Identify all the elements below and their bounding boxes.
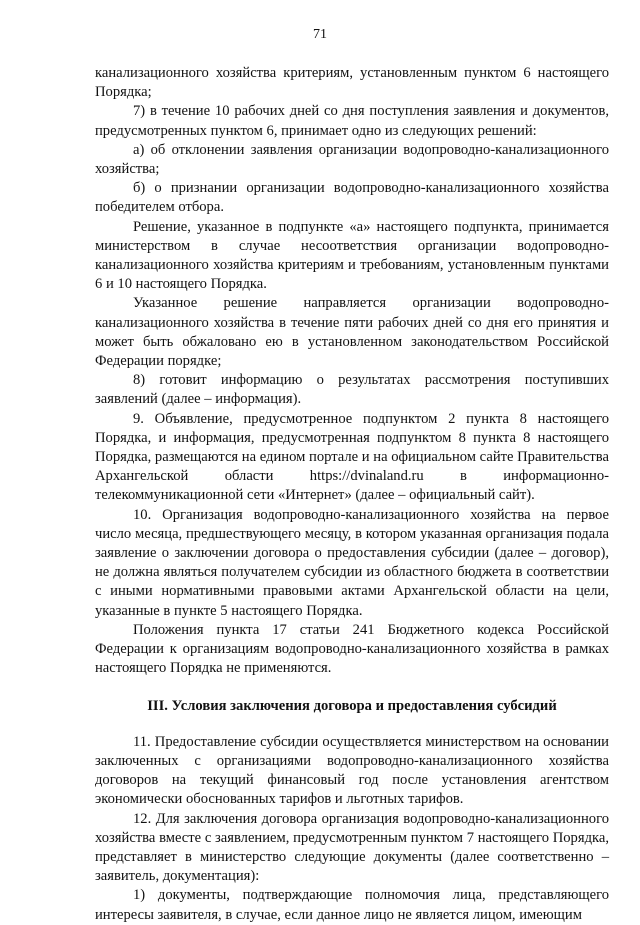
paragraph-clause-11: 11. Предоставление субсидии осуществляется министерством на основании заключенных с организациями водопроводно-канализационного хозяйства договоров на текущий финансовый год после установления агентством экономически обоснованных тарифов и льготных тарифов. xyxy=(95,733,609,808)
document-body xyxy=(95,64,609,925)
paragraph-decision: Решение, указанное в подпункте «а» настоящего подпункта, принимается министерством в случае несоответствия организации водопроводно-канализационного хозяйства критериям и требованиям, установленным пунктами 6 и 10 настоящего Порядка. xyxy=(95,218,609,293)
page-number: 71 xyxy=(313,27,327,42)
paragraph-clause-10: 10. Организация водопроводно-канализационного хозяйства на первое число месяца, предшествующего месяцу, в котором указанная организация подала заявление о заключении договора о предоставления субсидии (далее – договор), не должна являться получателем субсидии из областного бюджета в соответствии с иными нормативными правовыми актами Архангельской области на цели, указанные в пункте 5 настоящего Порядка. xyxy=(95,506,609,619)
paragraph-subitem-b: б) о признании организации водопроводно-канализационного хозяйства победителем отбора. xyxy=(95,180,609,216)
paragraph-subitem-7: 7) в течение 10 рабочих дней со дня поступления заявления и документов, предусмотренных пунктом 6, принимает одно из следующих решений: xyxy=(95,103,609,139)
section-heading: III. Условия заключения договора и предоставления субсидий xyxy=(147,697,557,714)
paragraph-continuation: канализационного хозяйства критериям, установленным пунктом 6 настоящего Порядка; xyxy=(95,65,609,101)
paragraph-subitem-8: 8) готовит информацию о результатах рассмотрения поступивших заявлений (далее – информация). xyxy=(95,372,609,408)
paragraph-clause-12-item-1: 1) документы, подтверждающие полномочия лица, представляющего интересы заявителя, в случае, если данное лицо не является лицом, имеющим xyxy=(95,887,609,923)
paragraph-clause-12: 12. Для заключения договора организация водопроводно-канализационного хозяйства вместе с заявлением, предусмотренным пунктом 7 настоящего Порядка, представляет в министерство следующие документы (далее соответственно – заявитель, документация): xyxy=(95,810,609,885)
paragraph-decision-notice: Указанное решение направляется организации водопроводно-канализационного хозяйства в течение пяти рабочих дней со дня его принятия и может быть обжаловано ею в установленном законодательством Российской Федерации порядке; xyxy=(95,295,609,370)
paragraph-clause-9: 9. Объявление, предусмотренное подпунктом 2 пункта 8 настоящего Порядка, и информация, предусмотренная подпунктом 8 пункта 8 настоящего Порядка, размещаются на едином портале и на официальном сайте Правительства Архангельской области https://dvinaland.ru в информационно-телекоммуникационной сети «Интернет» (далее – официальный сайт). xyxy=(95,410,609,504)
paragraph-budget-code-provision: Положения пункта 17 статьи 241 Бюджетного кодекса Российской Федерации к организациям водопроводно-канализационного хозяйства в рамках настоящего Порядка не применяются. xyxy=(95,621,609,677)
paragraph-subitem-a: а) об отклонении заявления организации водопроводно-канализационного хозяйства; xyxy=(95,141,609,178)
